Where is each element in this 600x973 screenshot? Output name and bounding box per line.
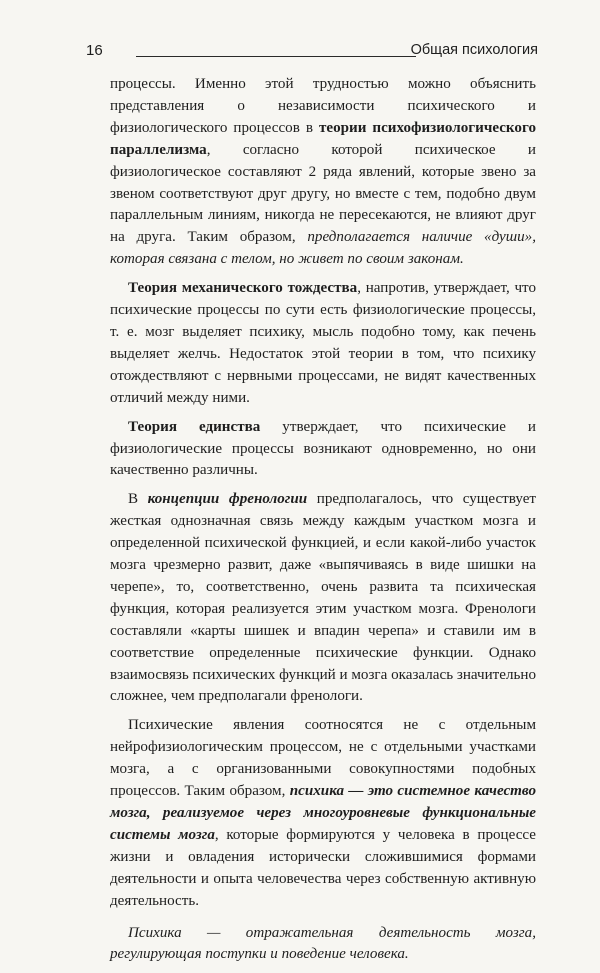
paragraph-mechanical-identity	[110, 278, 536, 409]
term-phrenology: концепции френологии	[147, 491, 308, 508]
running-title: Общая психология	[410, 42, 538, 58]
definition-psyche: Психика — отражательная деятельность мозга, регулирующая поступки и поведение человека.	[110, 924, 536, 963]
paragraph-text: утверждает, что психические и физиологические процессы возникают одновременно, но они качественно различны.	[110, 418, 536, 479]
paragraph-text: процессы. Именно этой трудностью можно объяснить представления о независимости психического и физиологического процессов в	[110, 76, 536, 136]
paragraph-systemic-quality	[110, 715, 536, 912]
page-header	[86, 42, 538, 62]
term-mechanical-identity: Теория механического тождества	[128, 280, 358, 297]
paragraph-parallelism	[110, 74, 536, 271]
header-rule	[136, 56, 416, 57]
term-unity: Теория единства	[128, 418, 261, 435]
paragraph-definition	[110, 923, 536, 967]
page-number: 16	[86, 42, 103, 59]
paragraph-text: , напротив, утверждает, что психические процессы по сути есть физиологические процессы, т. е. мозг выделяет психику, мысль подобно тому, как печень выделяет желчь. Недостаток этой теории в том, что психику отождествляют с нервными процессами, не видят качественных отличий между ними.	[110, 280, 536, 406]
paragraph-text: , которые формируются у человека в процессе жизни и овладения исторически сложившимися формами деятельности и опыта человечества через собственную активную деятельность.	[110, 826, 536, 909]
paragraph-text: Психические явления соотносятся не с отдельным нейрофизиологическим процессом, не с отдельными участками мозга, а с организованными совокупностями подобных процессов. Таким образом,	[110, 717, 536, 800]
paragraph-phrenology	[110, 489, 536, 708]
paragraph-text: В	[128, 491, 148, 508]
paragraph-text: , согласно которой психическое и физиологическое составляют 2 ряда явлений, которые звено за звеном соответствуют друг другу, но вместе с тем, подобно двум параллельным линиям, никогда не пересекаются, не влияют друг на друга. Таким образом,	[110, 141, 536, 246]
definition-psyche-system: психика — это системное качество мозга, реализуемое через многоуровневые функциональные системы мозга	[110, 783, 536, 843]
term-parallelism: теории психофизиологического параллелизма	[110, 119, 536, 158]
paragraph-text: предполагалось, что существует жесткая однозначная связь между каждым участком мозга и определенной психической функцией, и если какой-либо участок мозга чрезмерно развит, даже «выпячиваясь в виде шишки на черепе», то, соответственно, очень развита та психическая функция, которая реализуется этим участком мозга. Френологи составляли «карты шишек и впадин черепа» и ставили им в соответствие определенные психические функции. Однако взаимосвязь психических функций и мозга оказалась значительно сложнее, чем предполагали френологи.	[110, 491, 537, 705]
italic-conclusion: предполагается наличие «души», которая связана с телом, но живет по своим законам.	[110, 229, 536, 268]
paragraph-unity	[110, 417, 536, 483]
body-text	[110, 74, 536, 973]
